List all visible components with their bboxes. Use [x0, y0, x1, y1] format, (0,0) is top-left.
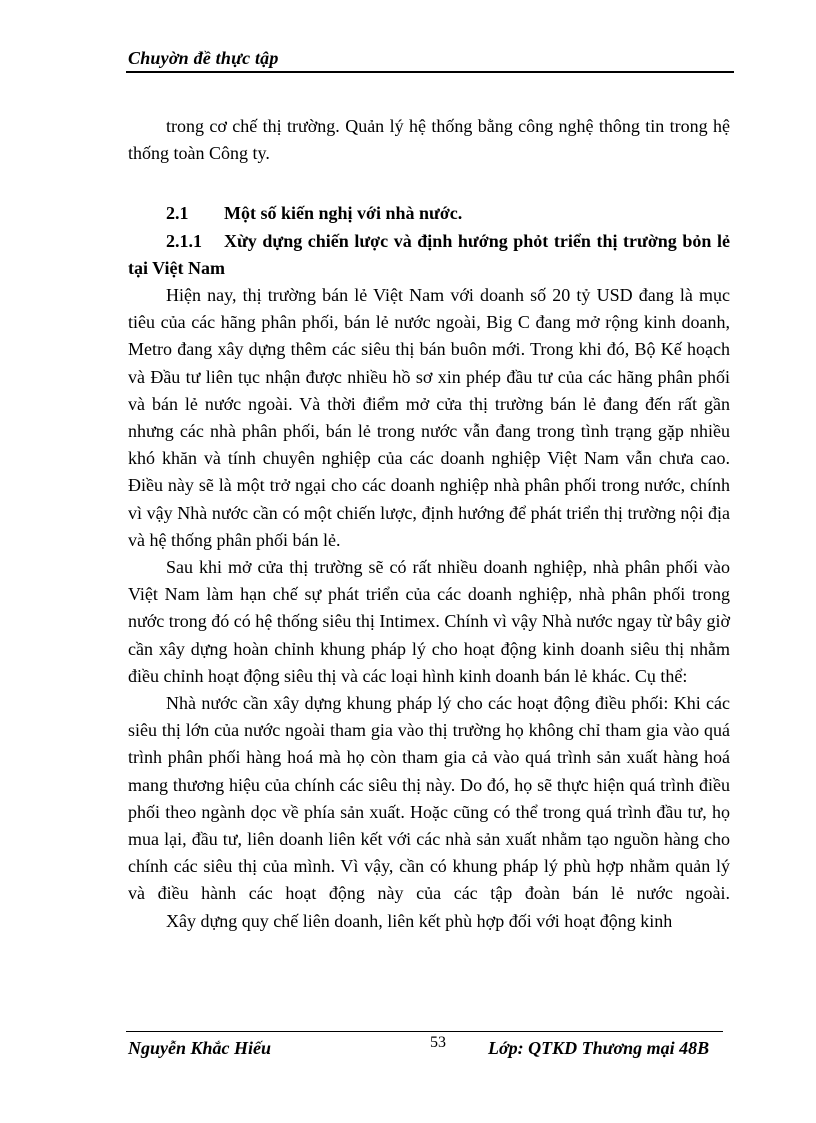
paragraph-opening: Sau khi mở cửa thị trường sẽ có rất nhiều doanh nghiệp, nhà phân phối vào Việt Nam làm hạn chế sự phát triển của các doanh nghiệp, nhà phân phối trong nước trong đó có hệ thống siêu thị Intimex. Chính vì vậy Nhà nước ngay từ bây giờ cần xây dựng hoàn chỉnh khung pháp lý cho hoạt động kinh doanh siêu thị nhằm điều chỉnh hoạt động siêu thị và các loại hình kinh doanh bán lẻ khác. Cụ thể: — [128, 557, 730, 686]
subsection-number: 2.1.1 — [166, 230, 202, 251]
footer-class: Lớp: QTKD Thương mại 48B — [488, 1038, 710, 1058]
header-rule — [126, 71, 734, 73]
paragraph-legal-framework: Nhà nước cần xây dựng khung pháp lý cho các hoạt động điều phối: Khi các siêu thị lớn của nước ngoài tham gia vào thị trường họ không chỉ tham gia vào quá trình phân phối hàng hoá mà họ còn tham gia cả vào quá trình sản xuất hàng hoá mang thương hiệu của chính các siêu thị này. Do đó, họ sẽ thực hiện quá trình điều phối theo ngành dọc về phía sản xuất. Hoặc cũng có thể trong quá trình đầu tư, họ mua lại, đầu tư, liên doanh liên kết với các nhà sản xuất nhằm tạo nguồn hàng cho chính các siêu thị của mình. Vì vậy, cần có khung pháp lý phù hợp nhằm quản lý và điều hành các hoạt động này của các tập đoàn bán lẻ nước ngoài. — [128, 693, 730, 904]
footer-author: Nguyễn Khắc Hiếu — [128, 1038, 272, 1058]
section-heading — [128, 200, 730, 227]
section-number: 2.1 — [166, 203, 189, 224]
spacer — [128, 167, 730, 200]
paragraph-joint-venture: Xây dựng quy chế liên doanh, liên kết phù hợp đối với hoạt động kinh — [166, 910, 673, 931]
document-body — [128, 113, 730, 935]
paragraph-market: Hiện nay, thị trường bán lẻ Việt Nam với doanh số 20 tỷ USD đang là mục tiêu của các hãng phân phối, bán lẻ nước ngoài, Big C đang mở rộng kinh doanh, Metro đang xây dựng thêm các siêu thị bán buôn mới. Trong khi đó, Bộ Kế hoạch và Đầu tư liên tục nhận được nhiều hồ sơ xin phép đầu tư của các hãng phân phối và bán lẻ nước ngoài. Và thời điểm mở cửa thị trường bán lẻ đang đến rất gần nhưng các nhà phân phối, bán lẻ trong nước vẫn đang trong tình trạng gặp nhiều khó khăn và tính chuyên nghiệp của các doanh nghiệp Việt Nam vẫn chưa cao. Điều này sẽ là một trở ngại cho các doanh nghiệp nhà phân phối trong nước, chính vì vậy Nhà nước cần có một chiến lược, định hướng để phát triển thị trường nội địa và hệ thống phân phối bán lẻ. — [128, 285, 730, 550]
paragraph-continuation: trong cơ chế thị trường. Quản lý hệ thống bằng công nghệ thông tin trong hệ thống toàn Công ty. — [128, 116, 730, 164]
footer-rule — [126, 1031, 723, 1032]
subsection-heading — [128, 228, 730, 282]
page-number: 53 — [430, 1034, 446, 1051]
subsection-title: Xừy dựng chiến lược và định hướng phỏt triển thị trường bỏn lẻ tại Việt Nam — [128, 230, 730, 278]
section-title: Một số kiến nghị với nhà nước. — [224, 203, 463, 224]
header-title: Chuyờn đề thực tập — [128, 48, 279, 68]
